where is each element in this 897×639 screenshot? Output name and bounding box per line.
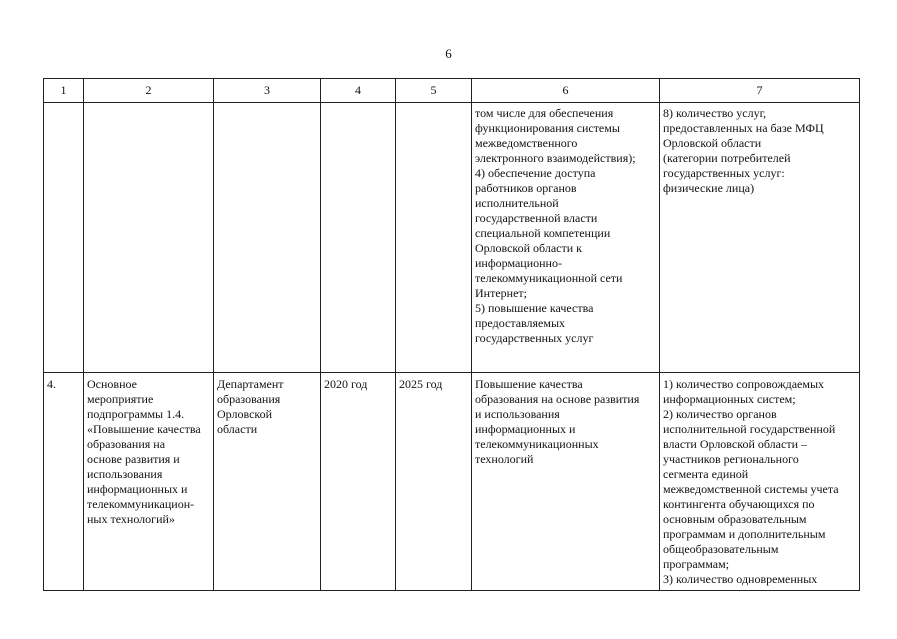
column-header-7: 7: [660, 79, 860, 103]
cell-text-line: 4) обеспечение доступа: [475, 166, 596, 180]
cell-text-line: Орловской области: [663, 136, 762, 150]
cell-end-year: 2025 год: [396, 373, 472, 591]
cell-text-line: (категории потребителей: [663, 151, 791, 165]
cell-text-line: том числе для обеспечения: [475, 106, 614, 120]
cell-indicators: [660, 103, 860, 373]
cell-text-line: образования: [217, 392, 281, 406]
column-header-6: 6: [472, 79, 660, 103]
cell-text-line: государственной власти: [475, 211, 598, 225]
cell-text-line: электронного взаимодействия);: [475, 151, 636, 165]
cell-text-line: Орловской области к: [475, 241, 583, 255]
cell-text-line: межведомственной системы учета: [663, 482, 839, 496]
cell-text-line: 2) количество органов: [663, 407, 777, 421]
column-header-5: 5: [396, 79, 472, 103]
cell-number: 4.: [44, 373, 84, 591]
cell-text-line: «Повышение качества: [87, 422, 201, 436]
column-header-4: 4: [321, 79, 396, 103]
cell-text-line: программам и дополнительным: [663, 527, 826, 541]
table-row: [44, 103, 860, 373]
cell-text-line: основным образовательным: [663, 512, 807, 526]
table-row: [44, 373, 860, 591]
cell-expected-result: [472, 373, 660, 591]
cell-text-line: 5) повышение качества: [475, 301, 594, 315]
cell-text-line: информационных и: [475, 422, 576, 436]
cell-text-line: основе развития и: [87, 452, 180, 466]
cell-executor: [214, 103, 321, 373]
cell-text-line: программам;: [663, 557, 730, 571]
program-table: [43, 78, 860, 591]
cell-text-line: ных технологий»: [87, 512, 175, 526]
cell-text-line: функционирования системы: [475, 121, 620, 135]
column-header-2: 2: [84, 79, 214, 103]
cell-text-line: сегмента единой: [663, 467, 749, 481]
cell-text-line: информационных и: [87, 482, 188, 496]
cell-number: [44, 103, 84, 373]
cell-text-line: телекоммуникационных: [475, 437, 599, 451]
cell-text-line: Орловской: [217, 407, 273, 421]
cell-text-line: государственных услуг:: [663, 166, 785, 180]
cell-end-year: [396, 103, 472, 373]
cell-start-year: [321, 103, 396, 373]
cell-executor: [214, 373, 321, 591]
cell-text-line: и использования: [475, 407, 560, 421]
cell-text-line: телекоммуникацион-: [87, 497, 195, 511]
cell-text-line: образования на основе развития: [475, 392, 640, 406]
cell-text-line: Департамент: [217, 377, 284, 391]
cell-text-line: государственных услуг: [475, 331, 594, 345]
cell-text-line: подпрограммы 1.4.: [87, 407, 185, 421]
cell-text-line: мероприятие: [87, 392, 154, 406]
cell-activity: [84, 373, 214, 591]
cell-start-year: 2020 год: [321, 373, 396, 591]
cell-text-line: Интернет;: [475, 286, 527, 300]
cell-indicators: [660, 373, 860, 591]
cell-text-line: предоставляемых: [475, 316, 566, 330]
cell-activity: [84, 103, 214, 373]
cell-expected-result: [472, 103, 660, 373]
cell-text-line: телекоммуникационной сети: [475, 271, 623, 285]
cell-text-line: Повышение качества: [475, 377, 583, 391]
page-number: 6: [445, 46, 452, 61]
column-header-1: 1: [44, 79, 84, 103]
column-header-3: 3: [214, 79, 321, 103]
cell-text-line: общеобразовательным: [663, 542, 779, 556]
cell-text-line: 1) количество сопровождаемых: [663, 377, 825, 391]
cell-text-line: участников регионального: [663, 452, 799, 466]
cell-text-line: контингента обучающихся по: [663, 497, 815, 511]
cell-text-line: исполнительной: [475, 196, 559, 210]
cell-text-line: использования: [87, 467, 163, 481]
cell-text-line: информационных систем;: [663, 392, 796, 406]
cell-text-line: информационно-: [475, 256, 562, 270]
cell-text-line: работников органов: [475, 181, 577, 195]
cell-text-line: образования на: [87, 437, 166, 451]
cell-text-line: 8) количество услуг,: [663, 106, 767, 120]
cell-text-line: технологий: [475, 452, 534, 466]
header-row: [44, 79, 860, 103]
cell-text-line: физические лица): [663, 181, 755, 195]
cell-text-line: Основное: [87, 377, 137, 391]
cell-text-line: 3) количество одновременных: [663, 572, 818, 586]
cell-text-line: исполнительной государственной: [663, 422, 836, 436]
cell-text-line: предоставленных на базе МФЦ: [663, 121, 824, 135]
cell-text-line: межведомственного: [475, 136, 578, 150]
cell-text-line: власти Орловской области –: [663, 437, 807, 451]
cell-text-line: специальной компетенции: [475, 226, 611, 240]
cell-text-line: области: [217, 422, 258, 436]
